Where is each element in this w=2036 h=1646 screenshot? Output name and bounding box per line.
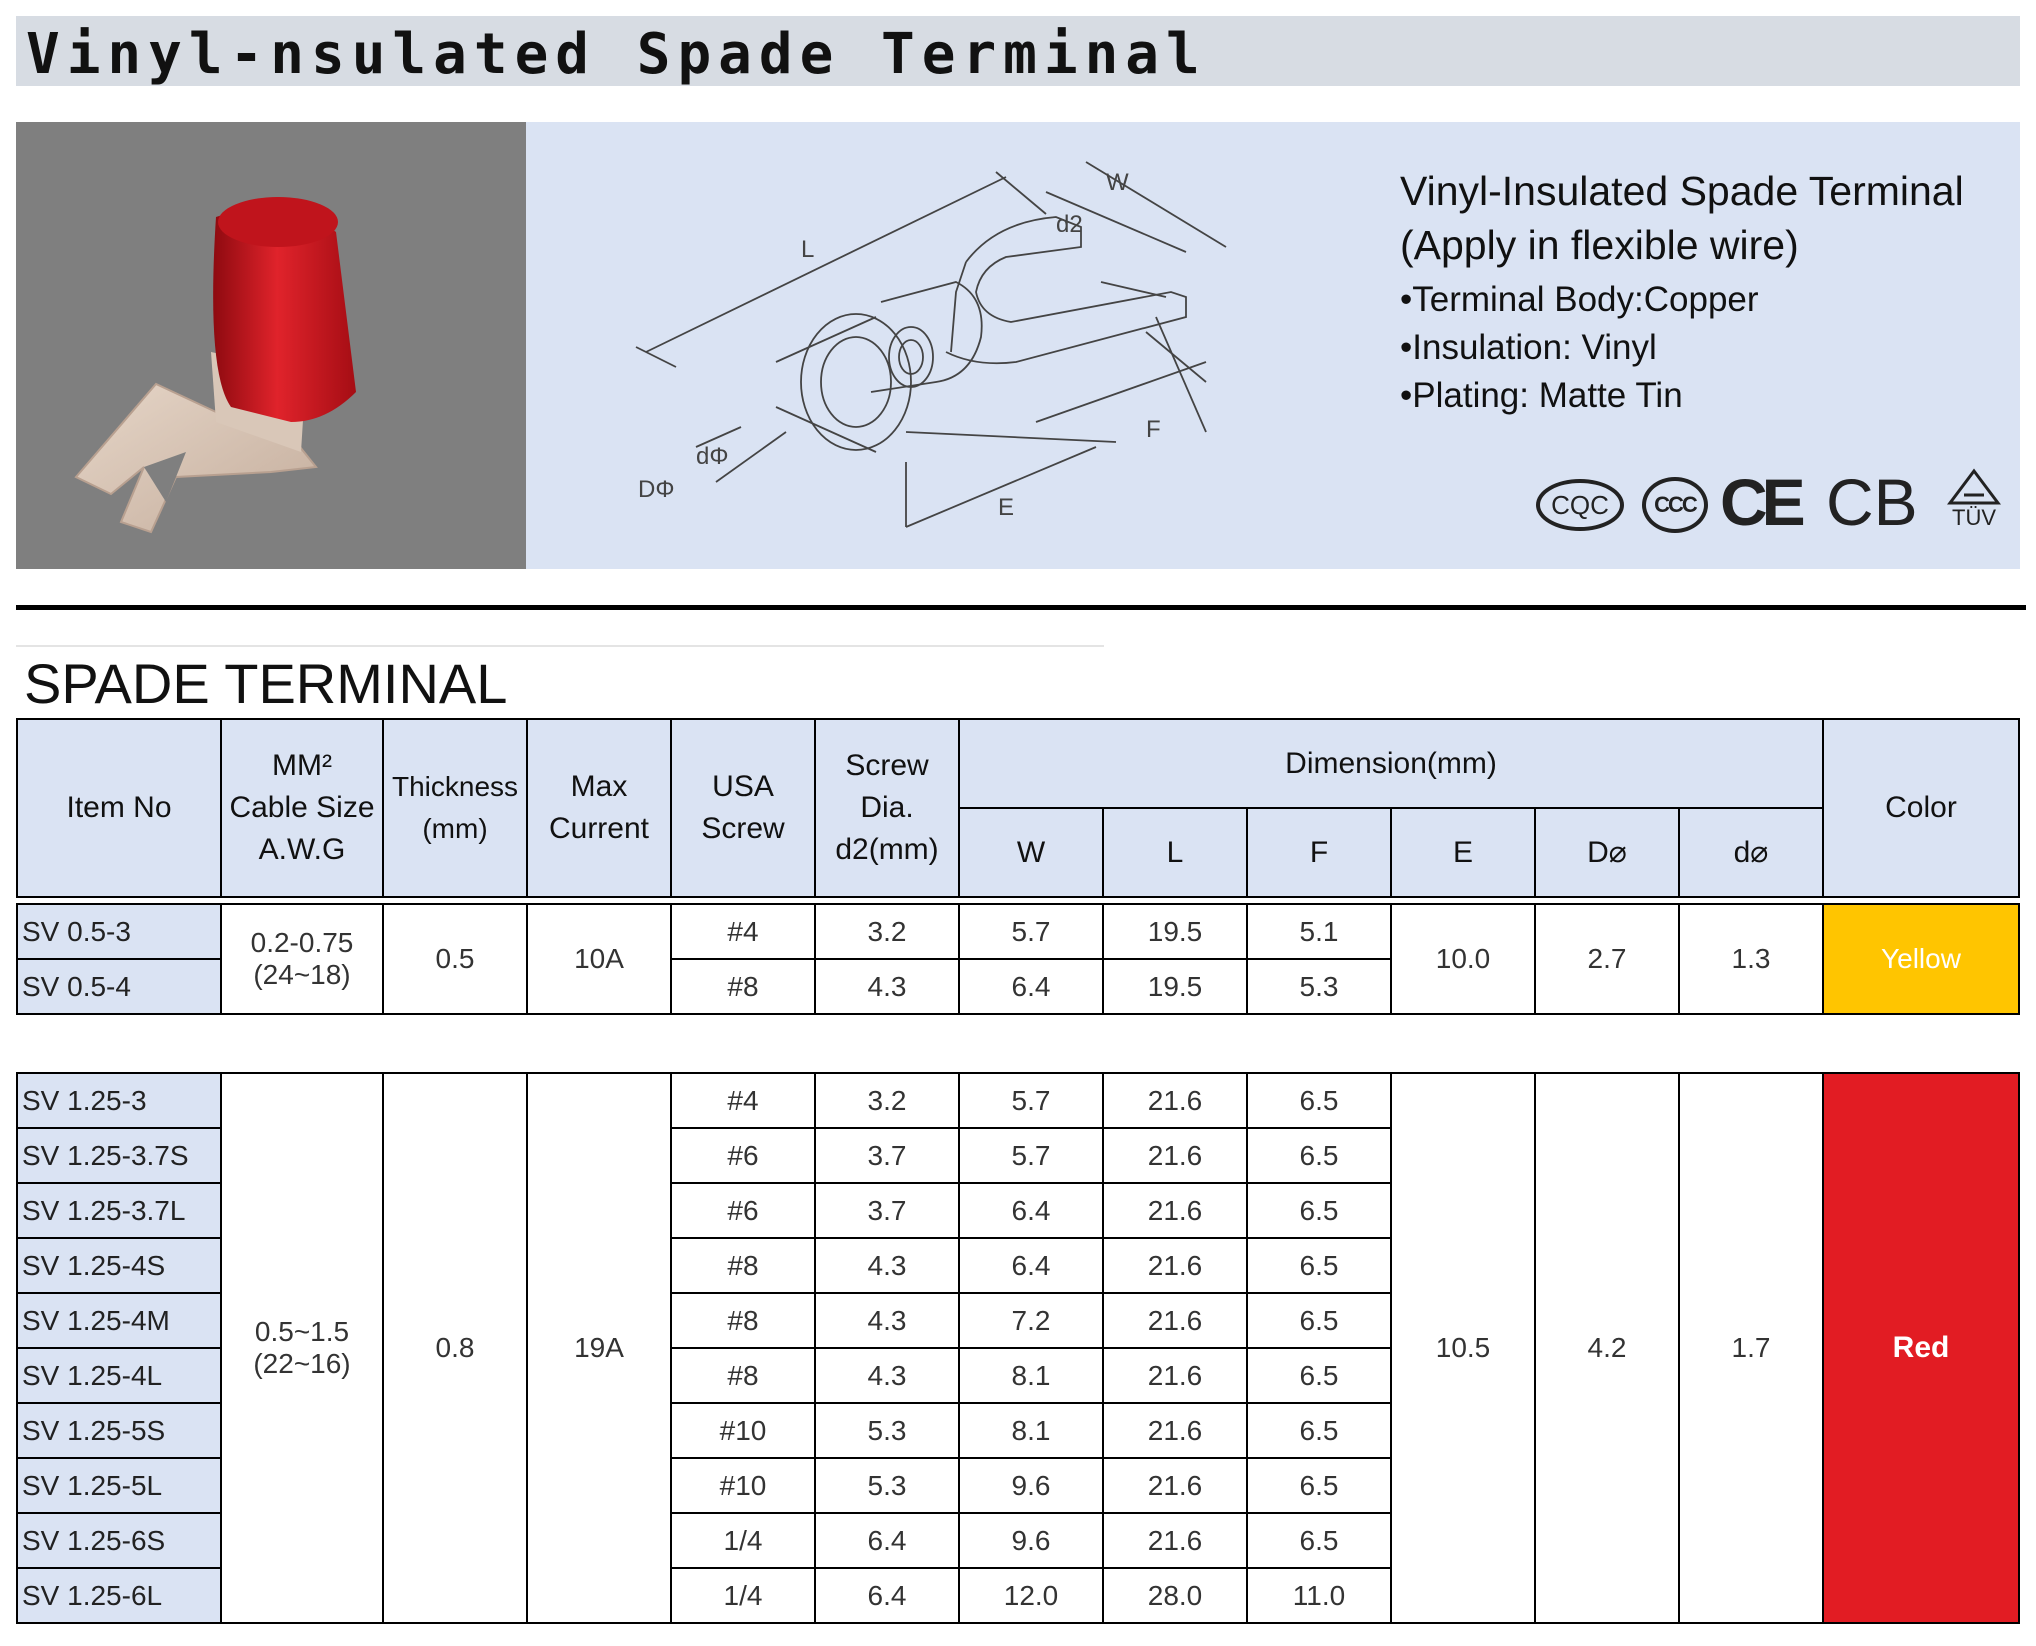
item-no: SV 0.5-3 (17, 904, 221, 959)
dim-l: 21.6 (1103, 1128, 1247, 1183)
dim-w: 5.7 (959, 1128, 1103, 1183)
usa-screw: #6 (671, 1183, 815, 1238)
spec-table-header (16, 718, 2020, 898)
header-dim-l: L (1103, 808, 1247, 897)
item-no: SV 1.25-3.7L (17, 1183, 221, 1238)
item-no: SV 1.25-5L (17, 1458, 221, 1513)
dim-f: 5.1 (1247, 904, 1391, 959)
dim-w: 7.2 (959, 1293, 1103, 1348)
item-no: SV 1.25-6S (17, 1513, 221, 1568)
dim-l: 21.6 (1103, 1073, 1247, 1128)
diagram-label-f: F (1146, 416, 1161, 443)
dim-f: 5.3 (1247, 959, 1391, 1014)
dim-l: 21.6 (1103, 1348, 1247, 1403)
thickness: 0.8 (383, 1073, 527, 1623)
screw-dia: 6.4 (815, 1513, 959, 1568)
header-max-current (527, 719, 671, 897)
tuv-logo-icon (1946, 467, 2002, 537)
page-title: Vinyl-nsulated Spade Terminal (26, 22, 1207, 87)
page-title-bar (16, 16, 2020, 86)
dim-l: 19.5 (1103, 904, 1247, 959)
diagram-label-e: E (998, 494, 1015, 521)
dim-f: 6.5 (1247, 1458, 1391, 1513)
header-dim-d-outer: D⌀ (1535, 808, 1679, 897)
dim-l: 19.5 (1103, 959, 1247, 1014)
dim-f: 11.0 (1247, 1568, 1391, 1623)
dim-w: 5.7 (959, 1073, 1103, 1128)
header-dim-f: F (1247, 808, 1391, 897)
header-color: Color (1823, 719, 2019, 897)
max-current: 19A (527, 1073, 671, 1623)
cable-size-awg: (24~18) (253, 959, 351, 990)
screw-dia: 4.3 (815, 1293, 959, 1348)
item-no: SV 1.25-5S (17, 1403, 221, 1458)
dimension-diagram (526, 122, 1386, 569)
product-title: Vinyl-Insulated Spade Terminal (1400, 168, 1964, 214)
screw-dia: 6.4 (815, 1568, 959, 1623)
dim-d-outer: 4.2 (1535, 1073, 1679, 1623)
dim-w: 6.4 (959, 1238, 1103, 1293)
dim-f: 6.5 (1247, 1073, 1391, 1128)
usa-screw: #4 (671, 904, 815, 959)
dim-w: 6.4 (959, 1183, 1103, 1238)
diagram-label-l: L (801, 236, 815, 263)
header-max-current-line1: Max (570, 770, 628, 803)
dim-f: 6.5 (1247, 1513, 1391, 1568)
cable-size (221, 1073, 383, 1623)
screw-dia: 3.2 (815, 904, 959, 959)
screw-dia: 4.3 (815, 959, 959, 1014)
dim-l: 21.6 (1103, 1458, 1247, 1513)
header-dim-w: W (959, 808, 1103, 897)
dim-e: 10.5 (1391, 1073, 1535, 1623)
table-row (17, 1073, 2019, 1128)
header-thickness-line1: Thickness (391, 771, 519, 802)
usa-screw: #10 (671, 1403, 815, 1458)
color-swatch-yellow: Yellow (1823, 904, 2019, 1014)
screw-dia: 3.7 (815, 1183, 959, 1238)
section-title: SPADE TERMINAL (24, 652, 508, 715)
screw-dia: 3.7 (815, 1128, 959, 1183)
cable-size (221, 904, 383, 1014)
header-usa-screw (671, 719, 815, 897)
dim-l: 21.6 (1103, 1238, 1247, 1293)
usa-screw: #8 (671, 959, 815, 1014)
header-cable-size (221, 719, 383, 897)
dim-f: 6.5 (1247, 1238, 1391, 1293)
header-max-current-line2: Current (548, 812, 650, 845)
dim-f: 6.5 (1247, 1348, 1391, 1403)
dim-d-inner: 1.7 (1679, 1073, 1823, 1623)
usa-screw: #4 (671, 1073, 815, 1128)
header-cable-size-line2: Cable Size (229, 791, 375, 824)
dim-w: 9.6 (959, 1458, 1103, 1513)
item-no: SV 1.25-3.7S (17, 1128, 221, 1183)
item-no: SV 1.25-6L (17, 1568, 221, 1623)
screw-dia: 3.2 (815, 1073, 959, 1128)
dim-f: 6.5 (1247, 1183, 1391, 1238)
ce-logo-icon: CE (1720, 465, 1800, 539)
spec-table-group-red (16, 1072, 2020, 1624)
cable-size-mm: 0.5~1.5 (254, 1316, 350, 1347)
dim-d-inner: 1.3 (1679, 904, 1823, 1014)
dim-w: 8.1 (959, 1348, 1103, 1403)
item-no: SV 1.25-4M (17, 1293, 221, 1348)
dim-l: 21.6 (1103, 1403, 1247, 1458)
dim-d-outer: 2.7 (1535, 904, 1679, 1014)
dim-f: 6.5 (1247, 1403, 1391, 1458)
color-swatch-red: Red (1823, 1073, 2019, 1623)
dim-f: 6.5 (1247, 1128, 1391, 1183)
dim-w: 12.0 (959, 1568, 1103, 1623)
cable-size-mm: 0.2-0.75 (250, 927, 354, 958)
usa-screw: 1/4 (671, 1568, 815, 1623)
dim-w: 5.7 (959, 904, 1103, 959)
header-dim-e: E (1391, 808, 1535, 897)
dim-w: 8.1 (959, 1403, 1103, 1458)
dim-l: 21.6 (1103, 1183, 1247, 1238)
dim-l: 21.6 (1103, 1293, 1247, 1348)
usa-screw: #8 (671, 1238, 815, 1293)
usa-screw: #6 (671, 1128, 815, 1183)
header-cable-size-line3: A.W.G (258, 833, 346, 866)
item-no: SV 1.25-3 (17, 1073, 221, 1128)
diagram-label-d2: d2 (1056, 211, 1083, 238)
spade-terminal-photo-icon (16, 122, 526, 569)
header-usa-screw-line2: Screw (701, 812, 785, 845)
header-dimension: Dimension(mm) (959, 719, 1823, 808)
header-usa-screw-line1: USA (712, 770, 774, 803)
section-divider-thin (16, 645, 1104, 647)
max-current: 10A (527, 904, 671, 1014)
dim-l: 21.6 (1103, 1513, 1247, 1568)
certification-logos (1536, 467, 2006, 537)
usa-screw: #8 (671, 1348, 815, 1403)
dim-w: 6.4 (959, 959, 1103, 1014)
header-cable-size-line1: MM² (272, 749, 332, 782)
header-screw-dia-line3: d2(mm) (835, 833, 939, 866)
screw-dia: 4.3 (815, 1238, 959, 1293)
table-row (17, 904, 2019, 959)
screw-dia: 4.3 (815, 1348, 959, 1403)
cable-size-awg: (22~16) (253, 1348, 351, 1379)
header-thickness-line2: (mm) (422, 813, 488, 844)
product-subtitle: (Apply in flexible wire) (1400, 222, 1799, 268)
bullet-terminal-body: •Terminal Body:Copper (1400, 280, 1759, 319)
usa-screw: #10 (671, 1458, 815, 1513)
header-screw-dia-line1: Screw (845, 749, 929, 782)
header-item-no: Item No (17, 719, 221, 897)
item-no: SV 1.25-4S (17, 1238, 221, 1293)
usa-screw: #8 (671, 1293, 815, 1348)
item-no: SV 0.5-4 (17, 959, 221, 1014)
usa-screw: 1/4 (671, 1513, 815, 1568)
screw-dia: 5.3 (815, 1403, 959, 1458)
thickness: 0.5 (383, 904, 527, 1014)
dim-e: 10.0 (1391, 904, 1535, 1014)
header-screw-dia (815, 719, 959, 897)
cb-logo-icon: CB (1826, 465, 1918, 539)
ccc-logo-icon: CCC (1642, 477, 1708, 533)
screw-dia: 5.3 (815, 1458, 959, 1513)
bullet-insulation: •Insulation: Vinyl (1400, 328, 1657, 367)
dim-w: 9.6 (959, 1513, 1103, 1568)
bullet-plating: •Plating: Matte Tin (1400, 376, 1683, 415)
section-divider (16, 605, 2026, 610)
product-info-panel (526, 122, 2020, 569)
header-screw-dia-line2: Dia. (860, 791, 914, 824)
item-no: SV 1.25-4L (17, 1348, 221, 1403)
header-thickness (383, 719, 527, 897)
spec-table-group-yellow (16, 903, 2020, 1015)
dim-l: 28.0 (1103, 1568, 1247, 1623)
diagram-label-d-outer: DΦ (638, 476, 675, 503)
diagram-label-w: W (1106, 169, 1129, 196)
tuv-logo-text: TÜV (1952, 505, 1996, 530)
dim-f: 6.5 (1247, 1293, 1391, 1348)
header-dim-d-inner: d⌀ (1679, 808, 1823, 897)
product-photo (16, 122, 526, 569)
cqc-logo-icon: CQC (1536, 479, 1624, 531)
product-description (1400, 164, 2010, 420)
diagram-label-d-inner: dΦ (696, 443, 729, 470)
